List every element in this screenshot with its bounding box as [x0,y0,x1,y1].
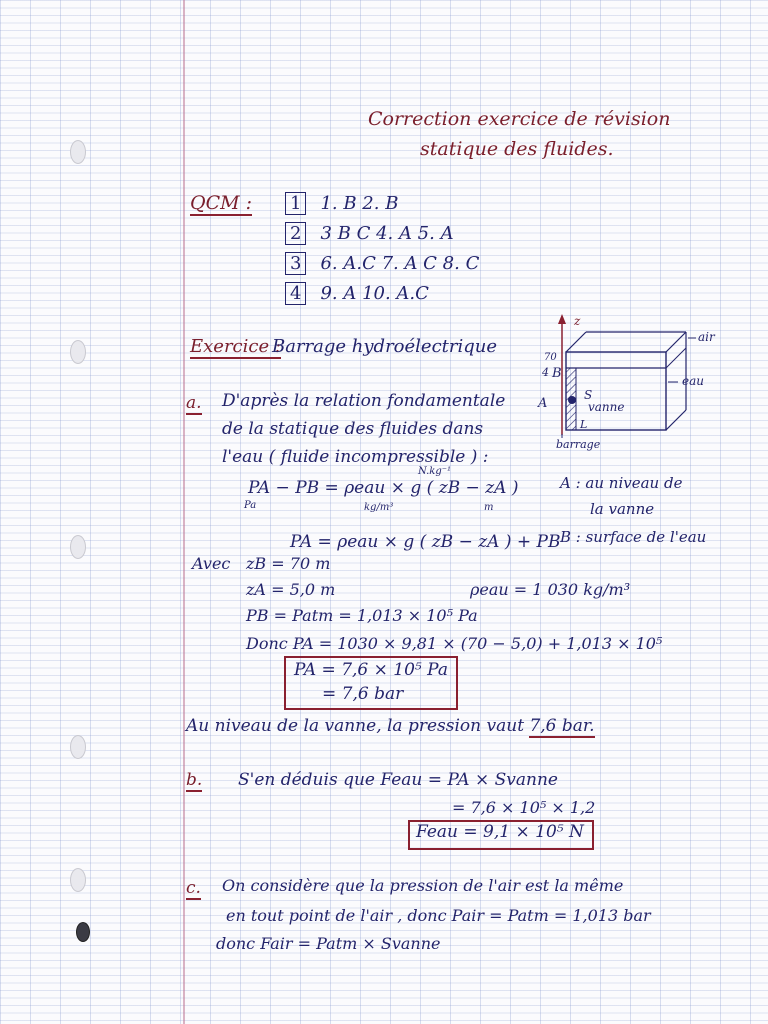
avec-label: Avec [192,554,231,573]
part-a-line-3: l'eau ( fluide incompressible ) : [222,447,489,467]
unit-pa-annotation: Pa [244,500,257,511]
qcm-row [285,192,398,215]
part-b-line-1: S'en déduis que Feau = PA × Svanne [238,770,558,790]
title-line-2: statique des fluides. [420,138,614,160]
s-label: S [584,388,593,402]
pb-value: PB = Patm = 1,013 × 10⁵ Pa [246,606,478,625]
binder-hole [70,868,86,892]
za-value: zA = 5,0 m [246,580,336,599]
z-axis-label: z [574,314,581,328]
eau-label: eau [682,374,704,388]
part-a-line-2: de la statique des fluides dans [222,419,484,439]
qcm-row-number: 4 [285,282,306,305]
qcm-row-answers: 9. A 10. A.C [320,283,429,304]
exercise-heading: Exercice : [190,336,281,357]
z-axis-arrow-icon [558,314,566,324]
binder-hole [76,922,90,942]
legend-b: B : surface de l'eau [560,528,707,546]
binder-hole [70,735,86,759]
title-line-1: Correction exercice de révision [368,108,671,130]
qcm-row-answers: 3 B C 4. A 5. A [320,223,454,244]
height-4-label: 4 [542,366,549,379]
binder-hole [70,140,86,164]
legend-a-2: la vanne [590,500,655,518]
part-c-line-1: On considère que la pression de l'air est la même [222,876,624,895]
qcm-row-answers: 6. A.C 7. A C 8. C [320,253,480,274]
qcm-row-number: 1 [285,192,306,215]
part-c-label: c. [186,878,201,898]
qcm-row-answers: 1. B 2. B [320,193,399,214]
barrage-label: barrage [556,438,601,451]
qcm-row [285,252,479,275]
unit-m-annotation: m [484,502,494,513]
l-label: L [580,418,588,431]
result-bar: = 7,6 bar [322,684,404,704]
part-c-line-3: donc Fair = Patm × Svanne [216,934,441,953]
part-a-label: a. [186,393,202,413]
part-b-label: b. [186,770,203,790]
qcm-row [285,282,429,305]
unit-g-annotation: N.kg⁻¹ [418,466,452,477]
legend-a: A : au niveau de [560,474,683,492]
part-c-line-2: en tout point de l'air , donc Pair = Patm = 1,013 bar [226,906,651,925]
binder-hole [70,340,86,364]
part-b-line-2: = 7,6 × 10⁵ × 1,2 [452,798,596,817]
donc-calculation: Donc PA = 1030 × 9,81 × (70 − 5,0) + 1,013 × 10⁵ [246,634,663,653]
result-feau: Feau = 9,1 × 10⁵ N [416,822,584,842]
equation-1: PA − PB = ρeau × g ( zB − zA ) [248,478,519,498]
equation-2: PA = ρeau × g ( zB − zA ) + PB [290,532,561,552]
qcm-row [285,222,454,245]
air-label: air [698,330,715,344]
zb-value: zB = 70 m [246,554,331,573]
qcm-label: QCM : [190,192,253,214]
conclusion-value: 7,6 bar. [529,716,595,736]
conclusion-text: Au niveau de la vanne, la pression vaut [186,716,525,736]
unit-kg-annotation: kg/m³ [364,502,394,513]
conclusion-a [186,716,595,736]
part-a-line-1: D'après la relation fondamentale [222,391,506,411]
height-70-label: 70 [544,352,557,363]
qcm-row-number: 3 [285,252,306,275]
margin-line [183,0,185,1024]
rho-value: ρeau = 1 030 kg/m³ [470,580,631,599]
vanne-point [568,396,576,404]
vanne-label: vanne [588,400,625,414]
qcm-row-number: 2 [285,222,306,245]
binder-hole [70,535,86,559]
point-a-label: A [538,396,548,411]
dam-diagram [536,310,716,464]
exercise-subject: Barrage hydroélectrique [272,336,498,357]
point-b-label: B [552,366,562,381]
result-pa: PA = 7,6 × 10⁵ Pa [294,660,448,680]
